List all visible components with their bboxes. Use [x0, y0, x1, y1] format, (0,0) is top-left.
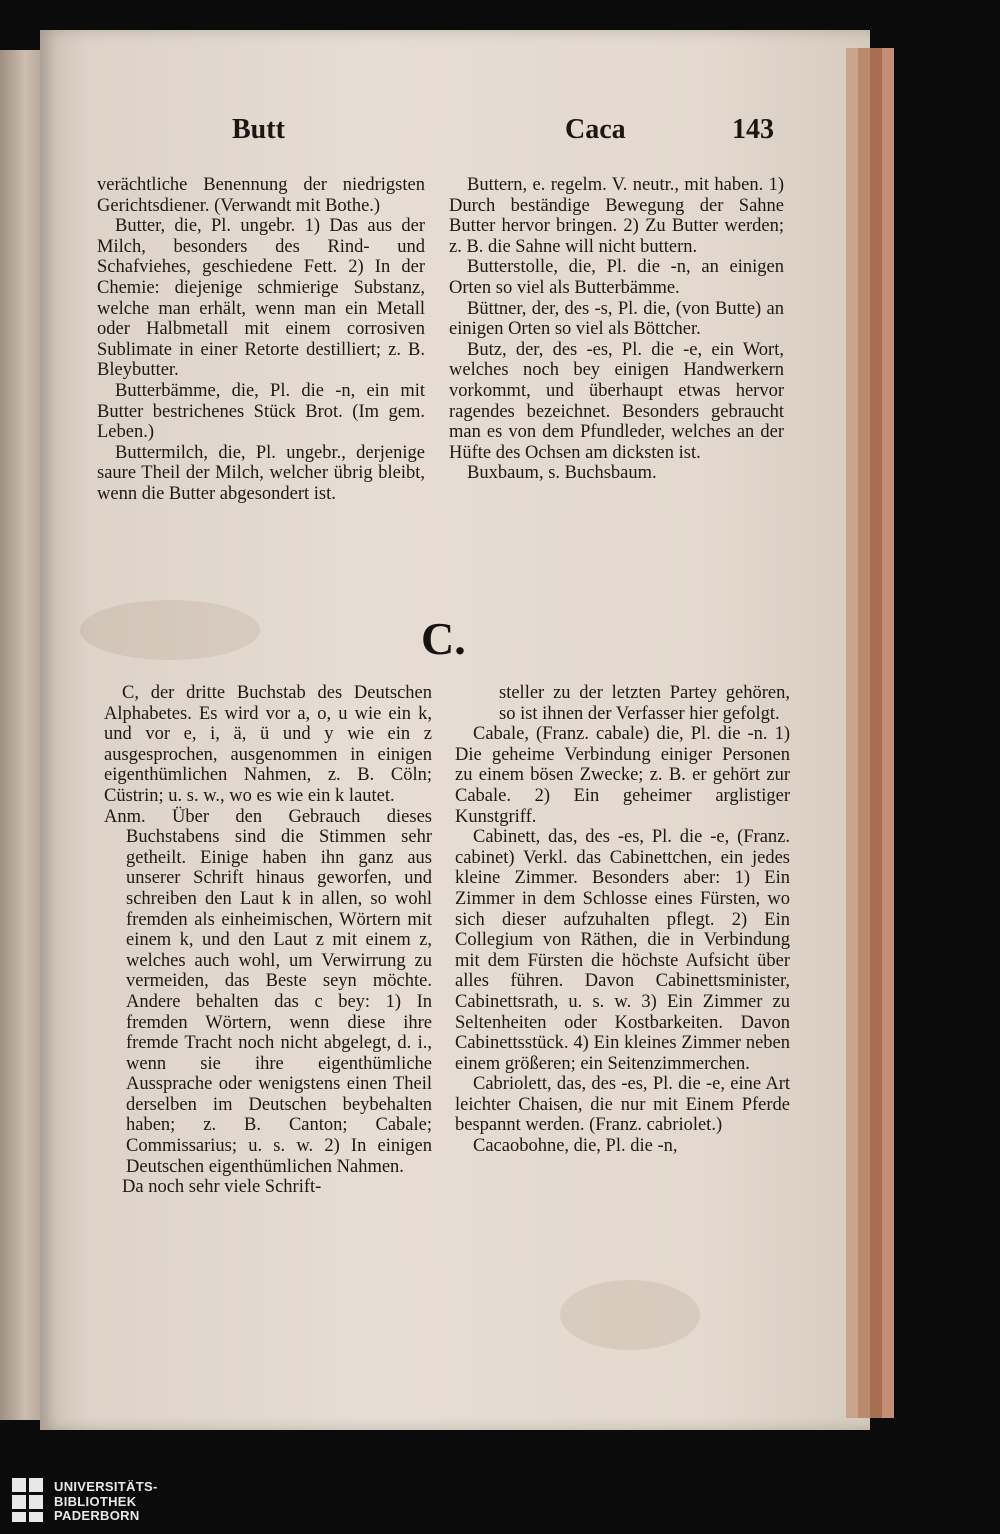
left-page-edge	[0, 50, 42, 1420]
library-footer	[0, 1470, 1000, 1534]
entry-cabinett: Cabinett, das, des -es, Pl. die -e, (Franz. cabinet) Verkl. das Cabinettchen, ein jedes kleine Zimmer. Besonders aber: 1) Ein Zimmer in dem Schlosse eines Fürsten, wo sich dieser aufzuhalten pflegt. 2) Ein Collegium von Räthen, die in Verbindung mit dem Fürsten die höchste Aufsicht über alles führen. Davon Cabinettsminister, Cabinettsrath, u. s. w. 3) Ein Zimmer zu Seltenheiten oder Kostbarkeiten. Davon Cabinettsstück. 4) Ein kleines Zimmer neben einem größeren; ein Seitenzimmerchen.	[455, 827, 790, 1074]
entry-butterstolle: Butterstolle, die, Pl. die -n, an einigen Orten so viel als Butterbämme.	[449, 257, 784, 298]
page-number: 143	[732, 114, 774, 145]
entry-text: verächtliche Benennung der niedrigsten Gerichtsdiener. (Verwandt mit Bothe.)	[97, 175, 425, 216]
page-edge	[846, 48, 858, 1418]
section-letter-heading: C.	[421, 613, 466, 664]
entry-buettner: Büttner, der, des -s, Pl. die, (von Butte) an einigen Orten so viel als Böttcher.	[449, 298, 784, 340]
library-logo-icon	[12, 1478, 46, 1524]
column-top-left	[97, 175, 425, 505]
entry-butterbaemme: Butterbämme, die, Pl. die -n, ein mit Butter bestrichenes Stück Brot. (Im gem. Leben.)	[97, 380, 425, 443]
paper-stain	[80, 600, 260, 660]
column-top-right	[449, 175, 784, 484]
entry-buttern: Buttern, e. regelm. V. neutr., mit haben. 1) Durch beständige Bewegung der Sahne Butter hervor bringen. 2) Zu Butter werden; z. B. die Sahne will nicht buttern.	[449, 175, 784, 257]
entry-text-continued: Da noch sehr viele Schrift-	[122, 1177, 322, 1198]
library-name	[54, 1480, 158, 1524]
paper-stain	[560, 1280, 700, 1350]
entry-text-continued: steller zu der letzten Partey gehören, so ist ihnen der Verfasser hier gefolgt.	[499, 683, 790, 724]
entry-buttermilch: Buttermilch, die, Pl. ungebr., derjenige saure Theil der Milch, welcher übrig bleibt, wenn die Butter abgesondert ist.	[97, 442, 425, 504]
library-name-line: UNIVERSITÄTS-	[54, 1479, 158, 1494]
entry-cabale: Cabale, (Franz. cabale) die, Pl. die -n. 1) Die geheime Verbindung einiger Personen zu einem bösen Zwecke; z. B. er gehört zur Cabale. 2) Ein geheimer arglistiger Kunstgriff.	[455, 724, 790, 827]
entry-cabriolett: Cabriolett, das, des -es, Pl. die -e, eine Art leichter Chaisen, die nur mit Einem Pferde bespannt werden. (Franz. cabriolet.)	[455, 1074, 790, 1136]
library-name-line: PADERBORN	[54, 1508, 140, 1523]
page-edge	[858, 48, 870, 1418]
running-head-center: Caca	[565, 114, 626, 145]
column-bottom-left	[104, 683, 432, 1198]
entry-anmerkung: Anm. Über den Gebrauch dieses Buchstabens sind die Stimmen sehr getheilt. Einige haben ihn ganz aus unserer Schrift hinaus geworfen, und schreiben den Laut k in allen, so wohl fremden als einheimischen, Wörtern mit einem k, und den Laut z mit einem z, welches auch wohl, um Verwirrung zu vermeiden, das Beste seyn möchte. Andere behalten das c bey: 1) In fremden Wörtern, wenn diese ihre fremde Tracht noch nicht abgelegt, d. i., wenn sie ihre eigenthümliche Aussprache oder wenigstens einen Theil derselben im Deutschen beybehalten haben; z. B. Canton; Cabale; Commissarius; u. s. w. 2) In einigen Deutschen eigenthümlichen Nahmen.	[104, 806, 432, 1177]
entry-buxbaum: Buxbaum, s. Buchsbaum.	[467, 463, 657, 484]
entry-cacaobohne: Cacaobohne, die, Pl. die -n,	[473, 1136, 678, 1157]
page-edge	[882, 48, 894, 1418]
entry-butz: Butz, der, des -es, Pl. die -e, ein Wort, welches noch bey einigen Handwerkern vorkommt, und überhaupt etwas hervor ragendes bezeichnet. Besonders gebraucht man es von dem Pfundleder, welches an der Hüfte des Ochsen am dicksten ist.	[449, 339, 784, 463]
entry-butter: Butter, die, Pl. ungebr. 1) Das aus der Milch, besonders des Rind- und Schafviehes, geschiedene Fett. 2) In der Chemie: diejenige schmierige Substanz, welche man erhält, wenn man ein Metall oder Halbmetall mit einem corrosiven Sublimate in einer Retorte destilliert; z. B. Bleybutter.	[97, 216, 425, 381]
entry-c: C, der dritte Buchstab des Deutschen Alphabetes. Es wird vor a, o, u wie ein k, und vor e, i, ä, ü und y wie ein z ausgesprochen, ausgenommen in einigen eigenthümlichen Nahmen, z. B. Cöln; Cüstrin; u. s. w., wo es wie ein k lautet.	[104, 683, 432, 806]
page-edge	[870, 48, 882, 1418]
library-name-line: BIBLIOTHEK	[54, 1493, 137, 1509]
column-bottom-right	[455, 683, 790, 1157]
running-head-left: Butt	[232, 114, 285, 145]
